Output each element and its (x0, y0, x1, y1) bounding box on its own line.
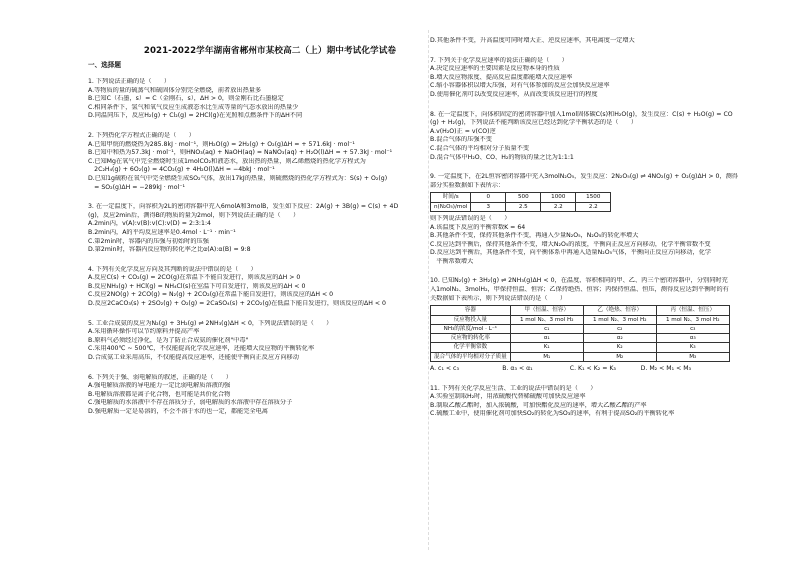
question-option: D.强电解质一定是易溶的，不会不溶于水的也一定，都能完全电离 (88, 408, 268, 415)
question-option: C.相同条件下，氢气和氧气反应生成液态水比生成等量的气态水放出的热量少 (88, 103, 299, 111)
table-cell: 500 (506, 193, 541, 202)
question-stem: 则下列说法错误的是（ ） (430, 214, 511, 222)
table-q10-row (431, 334, 730, 343)
table-cell: 1 mol N₂、3 mol H₂ (510, 315, 583, 324)
question-option: = SO₂(g)ΔH = −289kJ · mol⁻¹ (88, 183, 185, 191)
question-block (430, 385, 782, 419)
question-stem: 2. 下列热化学方程式正确的是（ ） (88, 131, 195, 139)
question-option: (g) + H₂(g)，下列说法不能判断该反应已经达到化学平衡状态的是（ ） (430, 119, 638, 127)
table-q10-header (431, 306, 730, 315)
table-q9-row (431, 202, 611, 211)
table-cell: NH₃的浓度/mol · L⁻¹ (431, 324, 511, 333)
table-cell: 1000 (541, 193, 576, 202)
right-questions-b (430, 215, 782, 303)
table-cell: 反应物的转化率 (431, 334, 511, 343)
question-option: B.混合气体的压强不变 (430, 136, 492, 144)
table-cell: 时间/s (431, 193, 471, 202)
question-option: A.采用循环操作可以节约原料并提高产率 (88, 328, 200, 336)
table-cell: α₂ (583, 334, 656, 343)
question-block (430, 37, 782, 46)
question-block (430, 365, 782, 374)
question-block (88, 266, 440, 309)
section-heading: 一、选择题 (88, 61, 121, 69)
table-cell: α₃ (656, 334, 729, 343)
question-block (88, 374, 440, 417)
table-q10-row (431, 352, 730, 361)
table-cell: M₁ (510, 352, 583, 361)
question-option: C.采用400℃ ~ 500℃，不仅能提高化学反应速率，还能增大反应物的平衡转化率 (88, 345, 315, 353)
table-cell: c₁ (510, 324, 583, 333)
question-stem: 4. 下列有关化学反应方向及其判断的说法中错误的是（ ） (88, 265, 257, 273)
question-option: 关数据如下表所示，则下列说法错误的是（ ） (430, 294, 567, 302)
question-option: A.决定反应速率的主要因素是反应物本身的性质 (430, 65, 560, 73)
question-option: C.反应2NO(g) + 2CO(g) = N₂(g) + 2CO₂(g)在常温下能自发进行，则该反应的ΔH < 0 (88, 291, 334, 299)
question-option: D.合成氨工业采用高压，不仅能提高反应速率，还能使平衡向正反应方向移动 (88, 354, 299, 362)
table-cell: 2.5 (506, 202, 541, 211)
question-option: A.实验室制取H₂时，用浓硫酸代替稀硫酸可加快反应速率 (430, 393, 586, 401)
table-cell: 2.2 (541, 202, 576, 211)
question-stem: 1. 下列说法正确的是（ ） (88, 78, 171, 85)
table-cell: K₁ (510, 343, 583, 352)
table-cell: K₂ (583, 343, 656, 352)
question-option: D.使用催化剂可以改变反应速率，从而改变该反应进行的程度 (430, 90, 598, 98)
page-title: 2021-2022学年湖南省郴州市某校高二（上）期中考试化学试卷 (143, 46, 397, 56)
table-q10-row (431, 324, 730, 333)
question-block (430, 111, 782, 163)
question-option: C.硫酸工业中，使用催化剂可加快SO₂的转化为SO₃的速率，有利于提高SO₂的平衡转化率 (430, 410, 675, 418)
table-cell: 反应物投入量 (431, 315, 511, 324)
question-option: D.第2min时，容器内反应物的转化率之比α(A):α(B) = 9:8 (88, 246, 251, 254)
question-option: C.第2min时，容器内的压强与初始时的压强 (88, 237, 209, 245)
question-option: 部分实验数据如下表所示： (430, 181, 505, 189)
table-cell: c₂ (583, 324, 656, 333)
question-block (430, 215, 782, 267)
question-block (88, 203, 440, 255)
question-stem: 6. 下列关于强、弱电解质的叙述，正确的是（ ） (88, 373, 232, 381)
question-option: (g)，反应2min后，测得B的物质的量为2mol，则下列说法正确的是（ ） (88, 211, 300, 219)
question-stem: A. c₁ < c₃ B. α₃ < α₁ C. K₁ < K₂ = K₃ D. M₂ < M₁ < M₃ (430, 365, 692, 373)
question-option: B.其他条件不变，保持其他条件不变，再通入少量N₂O₅，N₂O₅的转化率增大 (430, 232, 639, 240)
question-stem: 11. 下列有关化学反应生活、工业的说法中错误的是（ ） (430, 384, 597, 392)
question-option: 入1molN₂、3molH₂，甲保持恒温、恒容；乙保持绝热、恒容；丙保持恒温、恒压，测得反应达到平衡时的有 (430, 286, 729, 294)
question-option: B.已知C（石墨，s）= C（金刚石，s），ΔH > 0，则金刚石比石墨稳定 (88, 95, 284, 103)
table-q9-header (431, 193, 611, 202)
question-stem: 8. 在一定温度下，向体积固定的密闭容器中加入1mol固体碳C(s)和H₂O(g)，发生反应：C(s) + H₂O(g) = CO (430, 110, 733, 118)
question-stem: 7. 下列关于化学反应速率的说法正确的是（ ） (430, 56, 568, 64)
right-questions-c (430, 365, 782, 419)
question-option: D.已知1g硫粉在氧气中完全燃烧生成SO₂气体，放出17kJ的热量，则硫燃烧的热化学方程式为：S(s) + O₂(g) (88, 174, 388, 182)
table-cell: 1 mol N₂、3 mol H₂ (656, 315, 729, 324)
left-column (88, 78, 440, 417)
question-block (88, 78, 440, 121)
question-option: B.电解质溶液都是离子化合物，也可能是共价化合物 (88, 390, 231, 398)
table-cell: 混合气体的平均相对分子质量 (431, 352, 511, 361)
table-cell: 容器 (431, 306, 511, 315)
question-option: C.反应达到平衡后，保持其他条件不变，增大N₂O₅的浓度，平衡向正反应方向移动，化学平衡常数不变 (430, 240, 711, 248)
question-option: B.增大反应物浓度、提高反应温度都能增大反应速率 (430, 73, 573, 81)
question-option: C.已知Mg在氧气中完全燃烧时生成1molCO₂和液态水，放出热的热量，则乙烯燃烧的热化学方程式为 (88, 157, 366, 165)
question-block (430, 277, 782, 303)
question-option: A.该温度下反应的平衡常数K = 64 (430, 223, 526, 231)
question-option: D.反应达到平衡后，其他条件不变，向平衡体系中再通入适量N₂O₅气体，平衡向正反应方向移动，化学 (430, 249, 712, 257)
table-cell: 1 mol N₂、3 mol H₂ (583, 315, 656, 324)
question-stem: 9. 一定温度下，在2L恒容密闭容器中充入3molN₂O₅，发生反应：2N₂O₅(g) ⇌ 4NO₂(g) + O₂(g)ΔH > 0，测得 (430, 173, 738, 181)
question-option: B.反应NH₃(g) + HCl(g) = NH₄Cl(s)在室温下可自发进行，则该反应的ΔH < 0 (88, 282, 306, 290)
question-option: A.已知甲烷的燃烧热为285.8kJ · mol⁻¹，则H₂O(g) = 2H₂(g) + O₂(g)ΔH = + 571.6kJ · mol⁻¹ (88, 140, 355, 148)
question-option: A.v(H₂O)正 = v(CO)逆 (430, 127, 496, 135)
question-option: B.制取乙酸乙酯时，加入浓硫酸，可加快酯化反应的速率，增大乙酸乙酯的产率 (430, 401, 647, 409)
question-option: A.强电解质溶液的导电能力一定比弱电解质溶液的强 (88, 382, 231, 390)
question-block (88, 320, 440, 363)
question-option: D.同温同压下，反应H₂(g) + Cl₂(g) = 2HCl(g)在光照和点燃条件下的ΔH不同 (88, 112, 303, 120)
question-option: 2C₂H₄(g) + 6O₂(g) = 4CO₂(g) + 4H₂O(l)ΔH = −4bkJ · mol⁻¹ (88, 166, 275, 174)
table-cell: 1500 (576, 193, 611, 202)
table-q10-row (431, 343, 730, 352)
question-option: B.原料气必须经过净化，是为了防止合成氨的催化剂"中毒" (88, 336, 249, 344)
question-stem: D.其他条件不变，升高温度可同时增大正、逆反应速率，其电离度一定增大 (430, 37, 635, 44)
question-stem: 10. 已知N₂(g) + 3H₂(g) ⇌ 2NH₃(g)ΔH < 0，在温度、容积相同的甲、乙、丙三个密闭容器中，分别同时充 (430, 277, 728, 285)
question-option: C.混合气体的平均相对分子质量不变 (430, 144, 530, 152)
table-cell: α₁ (510, 334, 583, 343)
table-cell: n(N₂O₅)/mol (431, 202, 471, 211)
table-q9 (430, 192, 611, 212)
question-option: A.等物质的量的硫蒸气和硫固体分别完全燃烧，前者放出热量多 (88, 86, 262, 94)
question-option: C.缩小容器体积以增大压强，对有气体参加的反应会加快反应速率 (430, 82, 610, 90)
question-stem: 5. 工业合成氨的反应为N₂(g) + 3H₂(g) ⇌ 2NH₃(g)ΔH < 0，下列说法错误的是（ ） (88, 319, 333, 327)
question-option: A.2min内，v(A):v(B):v(C):v(D) = 2:3:1:4 (88, 220, 211, 228)
table-cell: 0 (471, 193, 506, 202)
question-block (88, 132, 440, 192)
table-cell: 3 (471, 202, 506, 211)
question-option: B.2min内，A的平均反应速率是0.4mol · L⁻¹ · min⁻¹ (88, 228, 236, 236)
table-cell: M₃ (656, 352, 729, 361)
right-questions-a (430, 37, 782, 190)
question-option: D.反应2CaCO₃(s) + 2SO₂(g) + O₂(g) = 2CaSO₄(s) + 2CO₂(g)在低温下能自发进行，则该反应的ΔH < 0 (88, 300, 386, 308)
table-cell: 2.2 (576, 202, 611, 211)
table-q10 (430, 305, 730, 362)
table-q10-row (431, 315, 730, 324)
question-block (430, 57, 782, 100)
table-cell: c₃ (656, 324, 729, 333)
question-option: C.强电解质的水溶液中不存在溶质分子，弱电解质的水溶液中存在溶质分子 (88, 399, 293, 407)
table-cell: M₂ (583, 352, 656, 361)
question-option: 平衡常数增大 (430, 257, 474, 265)
table-cell: 化学平衡常数 (431, 343, 511, 352)
question-option: B.已知中和热为57.3kJ · mol⁻¹，则HNO₃(aq) + NaOH(aq) = NaNO₃(aq) + H₂O(l)ΔH = + 57.3kJ · mol⁻¹ (88, 149, 393, 157)
question-block (430, 173, 782, 190)
table-cell: K₃ (656, 343, 729, 352)
question-option: A.反应C(s) + CO₂(g) = 2CO(g)在常温下不能自发进行，则该反应的ΔH > 0 (88, 274, 301, 282)
question-stem: 3. 在一定温度下，向容积为2L的密闭容器中充入6molA和3molB，发生如下反应：2A(g) + 3B(g) = C(s) + 4D (88, 203, 399, 211)
table-cell: 甲（恒温、恒容） (510, 306, 583, 315)
question-option: D.混合气体中H₂O、CO、H₂的物质的量之比为1:1:1 (430, 153, 574, 161)
right-column (430, 37, 782, 419)
table-cell: 丙（恒温、恒压） (656, 306, 729, 315)
table-cell: 乙（绝热、恒容） (583, 306, 656, 315)
